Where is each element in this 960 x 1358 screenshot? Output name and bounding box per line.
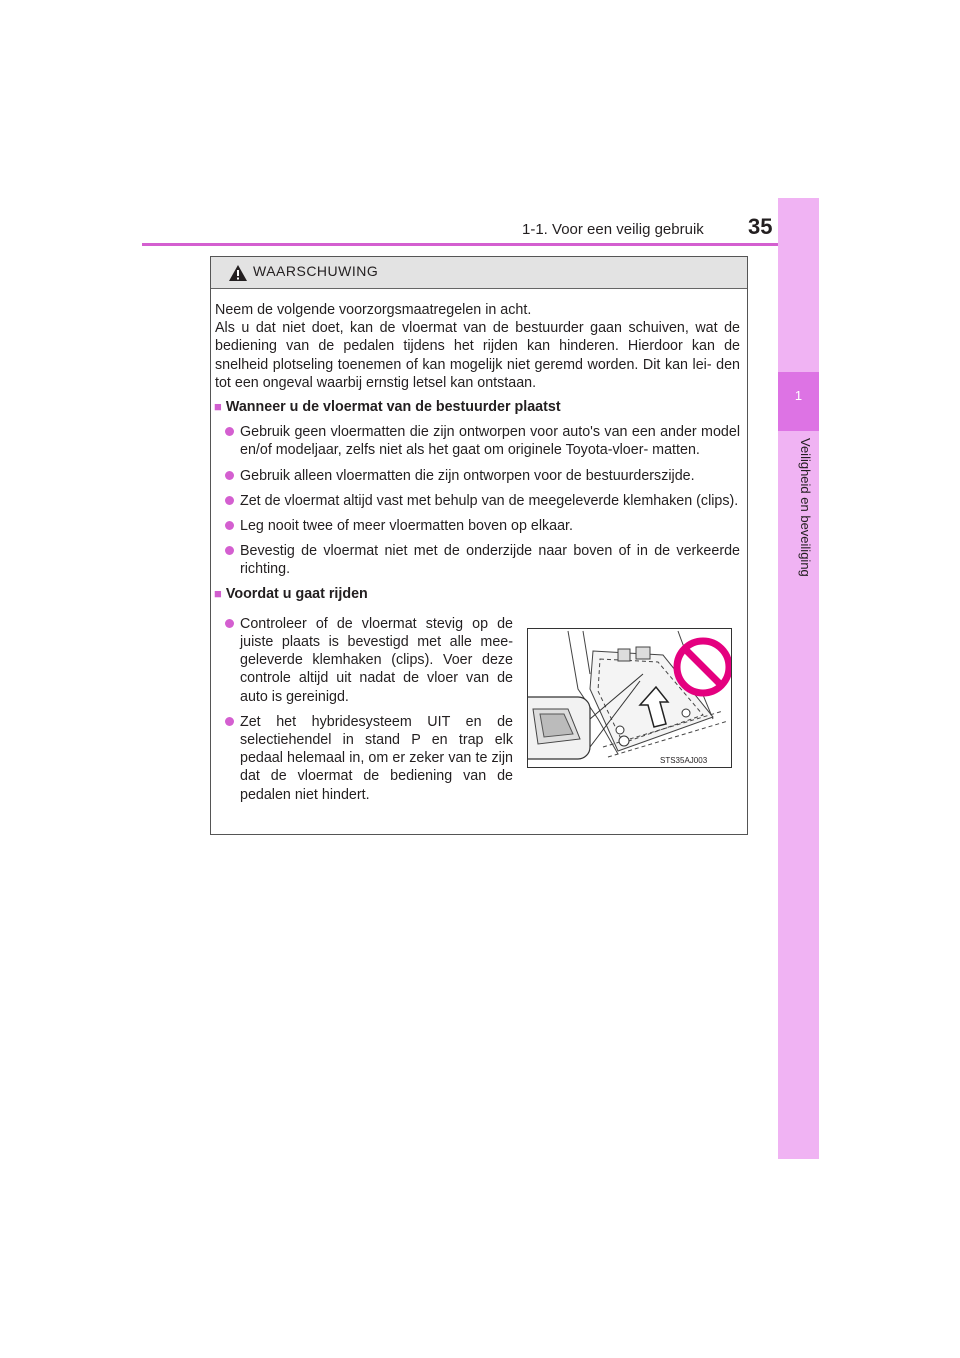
square-bullet-icon: ■ <box>214 585 222 601</box>
bullet-dot-icon <box>225 619 234 628</box>
floor-mat-drawing <box>528 629 731 767</box>
square-bullet-icon: ■ <box>214 399 222 415</box>
list-item-text: Zet de vloermat altijd vast met behulp van de meegeleverde klemhaken (clips). <box>240 492 739 509</box>
list-item <box>211 492 745 510</box>
chapter-number: 1 <box>794 388 803 403</box>
section-heading-text: Wanneer u de vloermat van de bestuurder plaatst <box>225 399 561 416</box>
list-item-text: Controleer of de vloermat stevig op de juiste plaats is bevestigd met alle mee- geleverde klemhaken (clips). Voer deze controle altijd uit nadat de vloer van de auto is gereinigd. <box>240 615 513 705</box>
list-item <box>211 517 745 535</box>
warning-header <box>211 257 747 289</box>
section-title: 1-1. Voor een veilig gebruik <box>522 221 704 238</box>
chapter-side-tab <box>778 198 819 1159</box>
illustration-code: STS35AJ003 <box>660 756 708 765</box>
bullet-dot-icon <box>225 496 234 505</box>
section-heading <box>211 398 745 416</box>
list-item-text: Zet het hybridesysteem UIT en de selectiehendel in stand P en trap elk pedaal helemaal in, om er zeker van te zijn dat de vloermat de bediening van de pedalen niet hindert. <box>240 713 513 803</box>
list-item-text: Gebruik alleen vloermatten die zijn ontworpen voor de bestuurderszijde. <box>240 467 695 484</box>
list-item-text: Bevestig de vloermat niet met de onderzijde naar boven of in de verkeerde richting. <box>240 543 740 578</box>
intro-paragraph: Als u dat niet doet, kan de vloermat van de bestuurder gaan schuiven, wat de bediening van de pedalen tijdens het rijden kan hinderen. Hierdoor kan de snelheid plotseling toenemen of kan mogelijk niet geremd worden. Dit kan lei- den tot een ongeval waarbij ernstig letsel kan ontstaan. <box>215 320 740 391</box>
section-heading-text: Voordat u gaat rijden <box>225 585 368 602</box>
list-item-text: Gebruik geen vloermatten die zijn ontworpen voor auto's van een ander model en/of modeljaar, zelfs niet als het gaat om originele Toyota-vloer- matten. <box>240 424 740 459</box>
warning-triangle-icon <box>228 264 248 282</box>
warning-title: WAARSCHUWING <box>253 263 379 279</box>
list-item <box>211 615 513 706</box>
bullet-dot-icon <box>225 717 234 726</box>
floor-mat-illustration <box>527 628 732 768</box>
list-item-text: Leg nooit twee of meer vloermatten boven op elkaar. <box>240 518 574 535</box>
warning-intro <box>211 301 745 392</box>
list-item <box>211 542 745 578</box>
section-heading <box>211 585 745 603</box>
bullet-dot-icon <box>225 471 234 480</box>
page-number: 35 <box>748 214 773 239</box>
list-item <box>211 467 745 485</box>
header-divider <box>142 243 818 246</box>
list-item <box>211 713 513 804</box>
list-item <box>211 423 745 459</box>
intro-line: Neem de volgende voorzorgsmaatregelen in acht. <box>215 302 532 318</box>
bullet-dot-icon <box>225 427 234 436</box>
bullet-dot-icon <box>225 546 234 555</box>
chapter-title: Veiligheid en beveiliging <box>798 438 813 577</box>
bullet-dot-icon <box>225 521 234 530</box>
